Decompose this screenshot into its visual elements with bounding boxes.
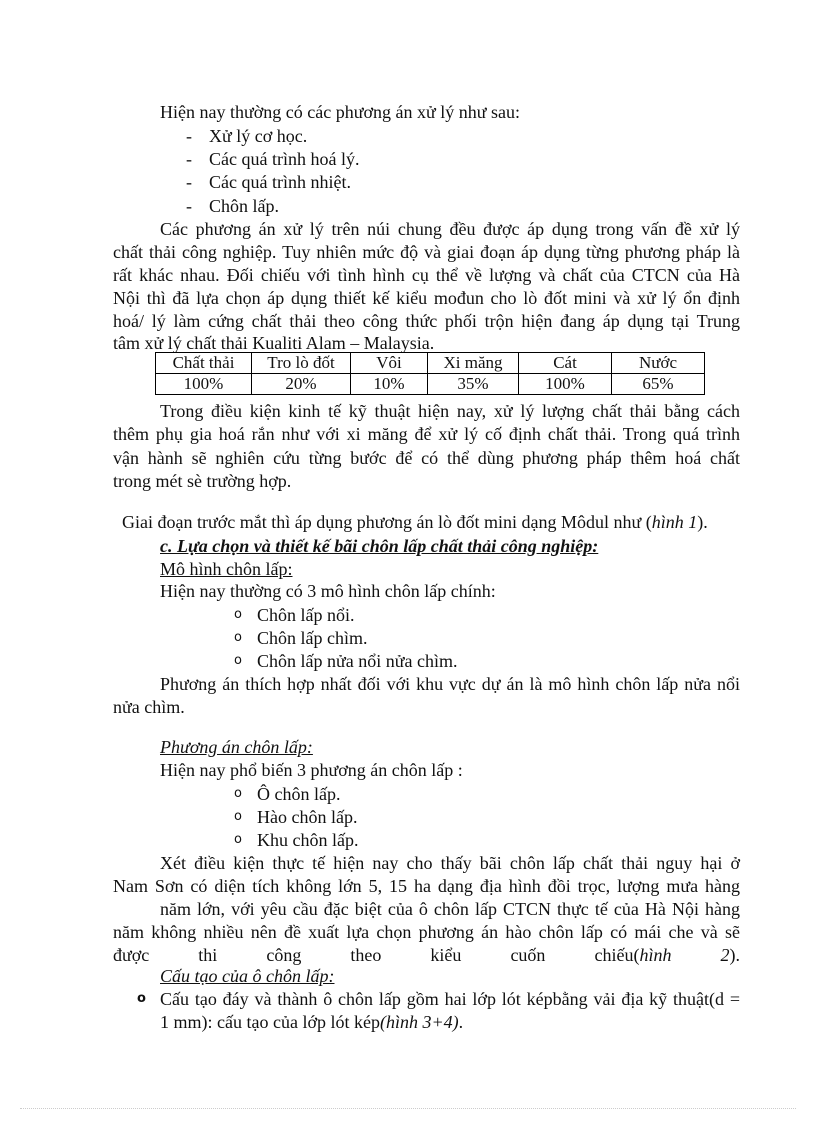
paragraph-line: 1 mm): cấu tạo của lớp lót kép(hình 3+4). [160,1012,464,1032]
list-bullet: - [186,126,192,146]
list-item: Chôn lấp nửa nổi nửa chìm. [257,651,458,671]
circle-bullet-icon: o [234,832,242,847]
paragraph-line: trong mét sè trường hợp. [113,471,292,491]
figure-reference: (hình 3+4) [379,1012,459,1032]
page-divider [20,1108,796,1109]
paragraph-line: Xét điều kiện thực tế hiện nay cho thấy bãi chôn lấp chất thải nguy hại ở [160,853,740,873]
subsection-heading: Mô hình chôn lấp: [160,559,293,579]
paragraph-line: tâm xử lý chất thải Kualiti Alam – Malaysia. [113,333,435,353]
list-bullet: - [186,196,192,216]
list-bullet: - [186,172,192,192]
list-item: Chôn lấp chìm. [257,628,368,648]
table-header-cell: Nước [612,353,705,374]
paragraph-line: được thi công theo kiểu cuốn chiếu(hình 2). [113,945,740,965]
table-header-cell: Vôi [351,353,428,374]
circle-bullet-icon: o [234,607,242,622]
list-item: Xử lý cơ học. [209,126,308,146]
table-cell: 100% [519,374,612,395]
list-item: Các quá trình hoá lý. [209,149,360,169]
subsection-heading: Cấu tạo của ô chôn lấp: [160,966,335,986]
paragraph-line: chất thải công nghiệp. Tuy nhiên mức độ và giai đoạn áp dụng từng phương pháp là [113,242,740,262]
paragraph-line: Phương án thích hợp nhất đối với khu vực dự án là mô hình chôn lấp nửa nổi [160,674,740,694]
paragraph-line: Trong điều kiện kinh tế kỹ thuật hiện nay, xử lý lượng chất thải bằng cách [160,401,740,421]
list-item: Hào chôn lấp. [257,807,358,827]
table-cell: 10% [351,374,428,395]
paragraph-line: năm lớn, với yêu cầu đặc biệt của ô chôn lấp CTCN thực tế của Hà Nội hàng [160,899,740,919]
paragraph-line: Cấu tạo đáy và thành ô chôn lấp gồm hai lớp lót képbằng vải địa kỹ thuật(d = [160,989,740,1009]
option-intro: Hiện nay phổ biến 3 phương án chôn lấp : [160,760,463,780]
table-header-cell: Cát [519,353,612,374]
list-bullet: - [186,149,192,169]
stage-line: Giai đoạn trước mắt thì áp dụng phương án lò đốt mini dạng Môdul như (hình 1). [122,512,708,532]
table-cell: 35% [428,374,519,395]
paragraph-line: Nội thì đã lựa chọn áp dụng thiết kế kiểu mođun cho lò đốt mini và xử lý ổn định [113,288,740,308]
table-row [156,374,705,395]
table-cell: 100% [156,374,252,395]
circle-bullet-icon: o [137,991,146,1006]
figure-reference: hình 1 [651,512,698,532]
list-item: Khu chôn lấp. [257,830,359,850]
list-item: Chôn lấp. [209,196,279,216]
circle-bullet-icon: o [234,809,242,824]
circle-bullet-icon: o [234,630,242,645]
table-header-cell: Tro lò đốt [252,353,351,374]
circle-bullet-icon: o [234,786,242,801]
table-header-cell: Chất thải [156,353,252,374]
figure-reference: hình [639,945,672,965]
paragraph-line: rất khác nhau. Đối chiếu với tình hình cụ thể về lượng và chất của CTCN của Hà [113,265,740,285]
table-header-cell: Xi măng [428,353,519,374]
mix-ratio-table [155,352,705,395]
paragraph-line: nửa chìm. [113,697,185,717]
paragraph-line: Các phương án xử lý trên núi chung đều được áp dụng trong vấn đề xử lý [160,219,740,239]
intro-line: Hiện nay thường có các phương án xử lý như sau: [160,102,520,122]
table-header-row [156,353,705,374]
circle-bullet-icon: o [234,653,242,668]
subsection-heading: Phương án chôn lấp: [160,737,313,757]
paragraph-line: hoá/ lý làm cứng chất thải theo công thức phối trộn hiện đang áp dụng tại Trung [113,311,740,331]
model-intro: Hiện nay thường có 3 mô hình chôn lấp chính: [160,581,496,601]
paragraph-line: vận hành sẽ nghiên cứu từng bước để có thể dùng phương pháp thêm hoá chất [113,448,740,468]
list-item: Các quá trình nhiệt. [209,172,351,192]
table-cell: 20% [252,374,351,395]
section-heading: c. Lựa chọn và thiết kế bãi chôn lấp chất thải công nghiệp: [160,536,599,556]
table-cell: 65% [612,374,705,395]
paragraph-line: thêm phụ gia hoá rắn như với xi măng để xử lý cố định chất thải. Trong quá trình [113,424,740,444]
list-item: Ô chôn lấp. [257,784,341,804]
paragraph-line: năm không nhiều nên đề xuất lựa chọn phương án hào chôn lấp có mái che và sẽ [113,922,740,942]
list-item: Chôn lấp nổi. [257,605,355,625]
paragraph-line: Nam Sơn có diện tích không lớn 5, 15 ha dạng địa hình đồi trọc, lượng mưa hàng [113,876,740,896]
